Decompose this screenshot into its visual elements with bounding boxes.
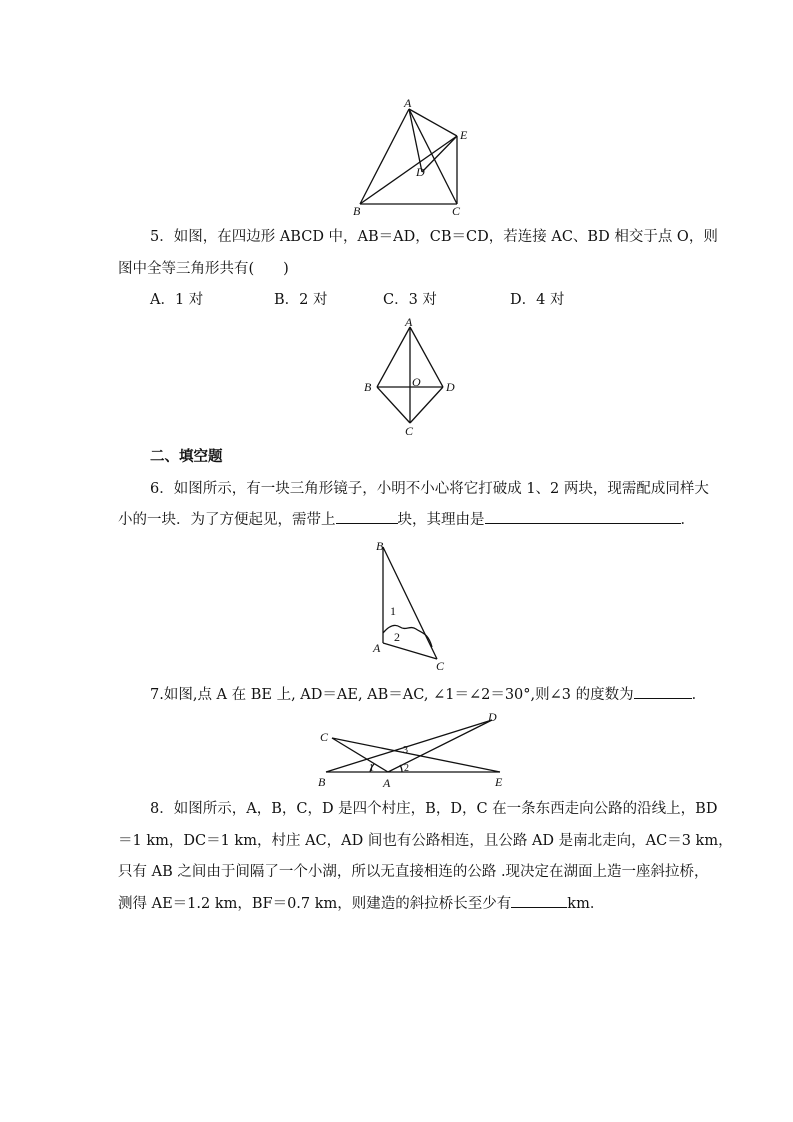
- label-c: C: [452, 204, 461, 218]
- q8-blank-length[interactable]: [511, 893, 567, 908]
- label-angle-1: 1: [369, 763, 374, 774]
- label-angle-2: 2: [404, 763, 409, 774]
- q6-line-2: [0, 509, 793, 530]
- label-c: C: [405, 424, 414, 438]
- label-e: E: [460, 128, 468, 142]
- q8-line-2: ＝1 km，DC＝1 km，村庄 AC，AD 间也有公路相连，且公路 AD 是南北走向，AC＝3 km，: [118, 833, 733, 849]
- q8-line-1: 8．如图所示，A，B，C，D 是四个村庄，B，D，C 在一条东西走向公路的沿线上，BD: [150, 801, 718, 817]
- label-a: A: [404, 96, 412, 110]
- q6-text-c: ．: [680, 512, 695, 528]
- label-b: B: [353, 204, 361, 218]
- q8-line-3: 只有 AB 之间由于间隔了一个小湖，所以无直接相连的公路 .现决定在湖面上造一座斜拉桥，: [118, 864, 709, 880]
- figure-triangle-abe: [340, 96, 480, 221]
- label-piece-1: 1: [390, 604, 396, 618]
- figure-q6-svg: [366, 535, 466, 675]
- q5-line-2: 图中全等三角形共有( ): [118, 261, 289, 277]
- q6-blank-piece[interactable]: [336, 509, 398, 524]
- label-d: D: [488, 710, 497, 724]
- section-title: 二、填空题: [150, 448, 223, 465]
- label-a: A: [373, 641, 381, 655]
- figure-q7-svg: [312, 710, 512, 792]
- label-angle-3: 3: [403, 745, 408, 756]
- q8-text-b: km．: [567, 896, 605, 912]
- q8-line-4: [0, 893, 793, 914]
- label-c: C: [320, 730, 329, 744]
- figure-broken-mirror: [366, 535, 466, 675]
- figure-quadrilateral-abcd: [358, 315, 468, 440]
- label-d: D: [446, 380, 455, 394]
- q6-text-a: 小的一块．为了方便起见，需带上: [118, 512, 336, 528]
- label-b: B: [364, 380, 372, 394]
- label-o: O: [412, 375, 421, 389]
- q7-text-a: 7.如图,点 A 在 BE 上, AD＝AE, AB＝AC, ∠1＝∠2＝30°,则∠3 的度数为: [150, 687, 634, 703]
- figure-angle-problem: [312, 710, 512, 792]
- q5-choice-d: D．4 对: [510, 292, 565, 308]
- q6-blank-reason[interactable]: [485, 509, 681, 524]
- label-a: A: [405, 315, 413, 329]
- label-c: C: [436, 659, 445, 673]
- label-b: B: [376, 539, 384, 553]
- label-d: D: [416, 165, 425, 179]
- q5-choice-a: A．1 对: [150, 292, 204, 308]
- q7-blank-angle[interactable]: [634, 684, 692, 699]
- q5-line-1: 5．如图，在四边形 ABCD 中，AB＝AD，CB＝CD，若连接 AC、BD 相交于点 O，则: [150, 229, 718, 245]
- q7-text-b: ．: [691, 687, 707, 703]
- label-b: B: [318, 775, 326, 789]
- figure-top-svg: [340, 96, 480, 221]
- q6-text-b: 块，其理由是: [397, 512, 485, 528]
- q7-line-1: [0, 684, 793, 705]
- label-piece-2: 2: [394, 630, 400, 644]
- q5-choice-c: C．3 对: [383, 292, 437, 308]
- q5-choice-b: B．2 对: [274, 292, 328, 308]
- q8-text-a: 测得 AE＝1.2 km，BF＝0.7 km，则建造的斜拉桥长至少有: [118, 896, 512, 912]
- label-e: E: [495, 775, 503, 789]
- label-a: A: [383, 776, 391, 790]
- q6-line-1: 6．如图所示，有一块三角形镜子，小明不小心将它打破成 1、2 两块，现需配成同样大: [150, 481, 709, 497]
- figure-q5-svg: [358, 315, 468, 440]
